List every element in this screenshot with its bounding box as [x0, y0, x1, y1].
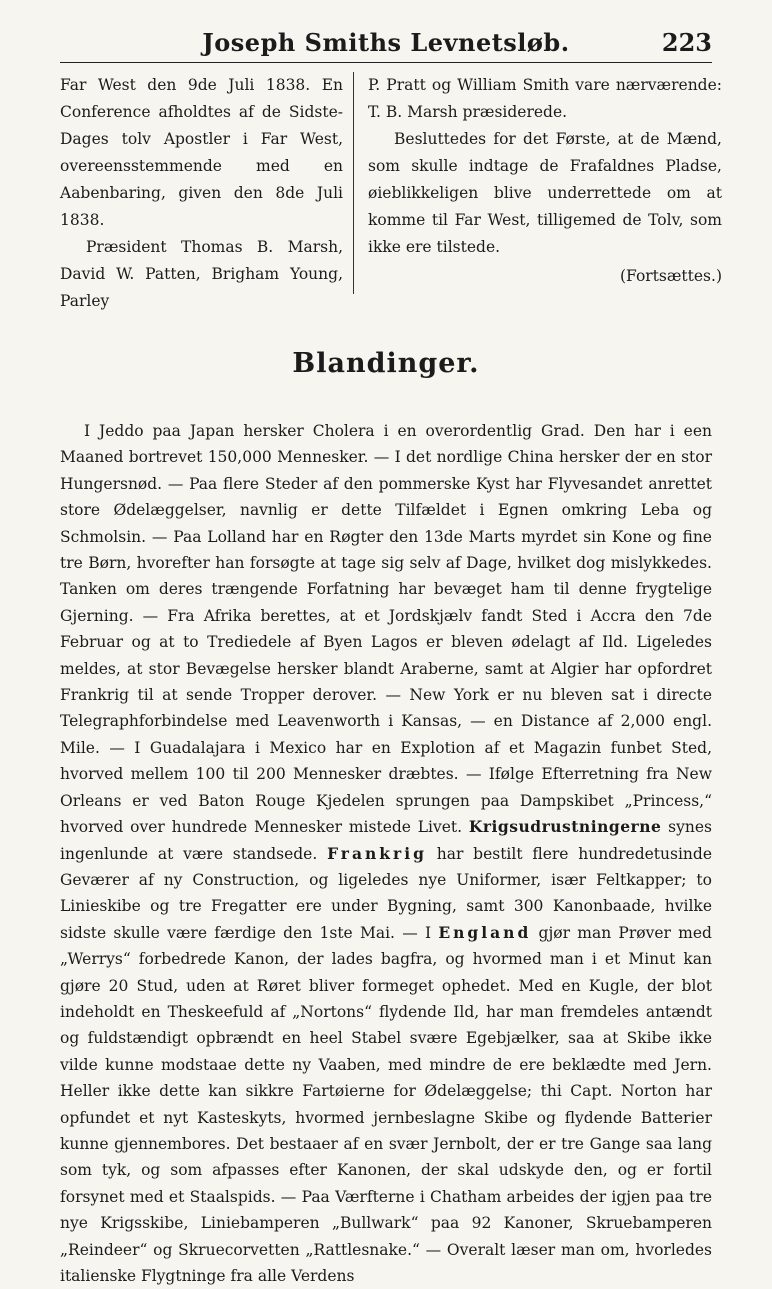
- running-title: Joseph Smiths Levnetsløb.: [202, 28, 570, 57]
- page-number: 223: [661, 28, 712, 57]
- page-header: [60, 22, 712, 63]
- body-text-5: har bestilt flere hundredetusinde Geværer af ny Construction, og ligeledes nye Uniformer, især Feltkapper; to Linieskibe og tre Fregatter ere under Bygning, samt 300 Kanonbaade, hvilke sidste skulle være færdige den 1ste Mai. — I: [60, 844, 712, 942]
- left-column: [60, 72, 353, 315]
- war-preparations-heading: Krigsudrustningerne: [468, 817, 662, 837]
- body-text-1: I Jeddo paa Japan hersker Cholera i en overordentlig Grad. Den har i een Maaned bortrevet 150,000 Mennesker. — I det nordlige China hersker der en stor Hungersnød. — Paa flere Steder af den pommerske Kyst har Flyvesandet anrettet store Ødelæggelser, navnlig er dette Tilfældet i Egnen omkring Leba og Schmolsin. — Paa Lolland har en Røgter den 13de Marts myrdet sin Kone og fine tre Børn, hvorefter han forsøgte at tage sig selv af Dage, hvilket dog mislykkedes. Tanken om deres trængende Forfatning har bevæget ham til denne frygtelige Gjerning. — Fra Afrika berettes, at et Jordskjælv fandt Sted i Accra den 7de Februar og at to Trediedele af Byen Lagos er bleven ødelagt af Ild. Ligeledes meldes, at stor Bevægelse hersker blandt Araberne, samt at Algier har opfordret Frankrig til at sende Tropper derover. — New York er nu bleven sat i directe Telegraphforbindelse med Leavenworth i Kansas, — en Distance af 2,000 engl. Mile. — I Guadalajara i Mexico har en Explotion af et Magazin funbet Sted, hvorved mellem 100 til 200 Mennesker dræbtes. — Ifølge Efterretning fra New Orleans er ved Baton Rouge Kjedelen sprungen paa Dampskibet „Princess,“ hvorved over hundrede Mennesker mistede Livet.: [60, 422, 712, 837]
- left-paragraph-1: Far West den 9de Juli 1838. En Conference afholdtes af de Sidste-Dages tolv Apostler i Far West, overeensstemmende med en Aabenbaring, given den 8de Juli 1838.: [60, 76, 343, 229]
- continued-note: (Fortsættes.): [619, 267, 722, 285]
- body-text-7: gjør man Prøver med „Werrys“ forbedrede Kanon, der lades bagfra, og hvormed man i et Minut kan gjøre 20 Stud, uden at Røret bliver formeget ophedet. Med en Kugle, der blot indeholdt en Theskeefuld af „Nortons“ flydende Ild, har man fremdeles antændt og fuldstændigt opbrændt en heel Stabel svære Egebjælker, saa at Skibe ikke vilde kunne modstaae dette ny Vaaben, med mindre de ere beklædte med Jern. Heller ikke dette kan sikkre Fartøierne for Ødelæggelse; thi Capt. Norton har opfundet et nyt Kasteskyts, hvormed jernbeslagne Skibe og flydende Batterier kunne gjennembores. Det bestaaer af en svær Jernbolt, der er tre Gange saa lang som tyk, og som afpasses efter Kanonen, der skal udskyde den, og er fortil forsynet med et Staalspids. — Paa Værfterne i Chatham arbeides der igjen paa tre nye Krigsskibe, Liniebamperen „Bullwark“ paa 92 Kanoner, Skruebamperen „Reindeer“ og Skruecorvetten „Rattlesnake.“ — Overalt læser man om, hvorledes italienske Flygtninge fra alle Verdens: [60, 923, 712, 1285]
- body-paragraph: [60, 418, 712, 1289]
- column-divider: [353, 72, 354, 294]
- body-text-3: synes ingenlunde at være standsede.: [60, 818, 712, 863]
- right-paragraph-1: P. Pratt og William Smith vare nærværende: T. B. Marsh præsiderede.: [368, 76, 722, 121]
- right-column: [358, 72, 722, 290]
- country-england: England: [438, 922, 532, 942]
- section-title: Blandinger.: [292, 348, 480, 379]
- two-column-section: [60, 72, 722, 310]
- left-paragraph-2: Præsident Thomas B. Marsh, David W. Patten, Brigham Young, Parley: [60, 238, 343, 310]
- right-paragraph-2: Besluttedes for det Første, at de Mænd, som skulle indtage de Frafaldnes Pladse, øieblikkeligen blive underrettede om at komme til Far West, tilligemed de Tolv, som ikke ere tilstede.: [368, 130, 722, 256]
- article-body: [60, 418, 712, 1289]
- country-france: Frankrig: [327, 843, 427, 863]
